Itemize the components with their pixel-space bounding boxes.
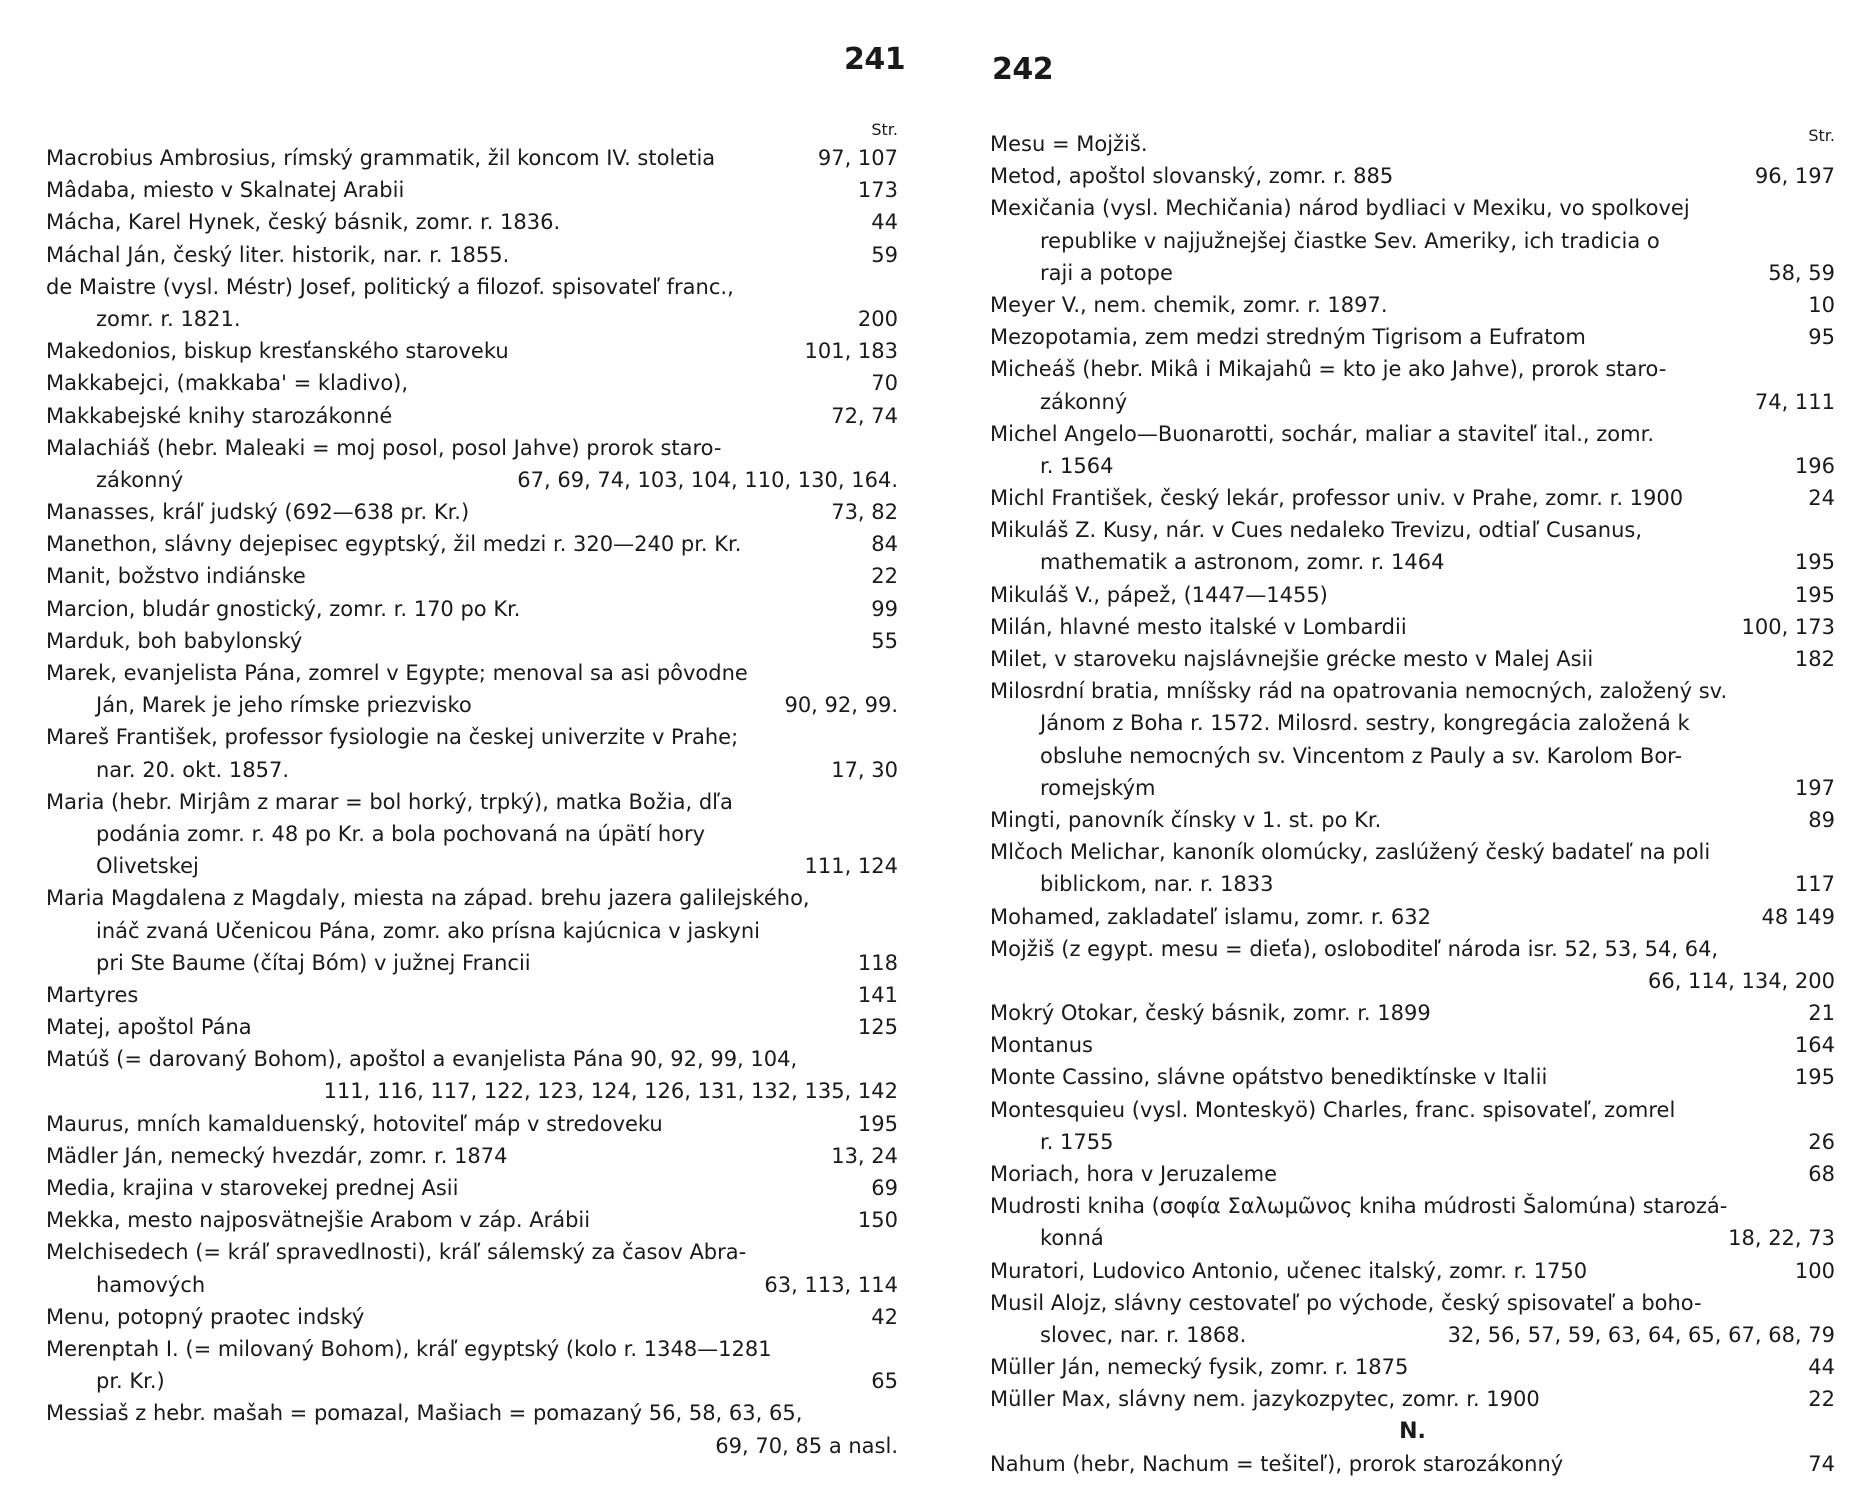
index-entry	[990, 901, 1835, 933]
entry-text: Messiaš z hebr. mašah = pomazal, Mašiach = pomazaný 56, 58, 63, 65,	[46, 1401, 803, 1426]
entry-text: Mâdaba, miesto v Skalnatej Arabii	[46, 178, 405, 203]
entry-text: konná	[1040, 1226, 1104, 1251]
entry-continuation-line	[990, 450, 1835, 482]
index-entry	[46, 560, 898, 592]
index-entry	[46, 1397, 898, 1461]
index-entry	[990, 160, 1835, 192]
entry-headword-line	[990, 643, 1835, 675]
index-entry	[990, 1061, 1835, 1093]
entry-text: Marduk, boh babylonský	[46, 628, 303, 653]
index-entry	[990, 997, 1835, 1029]
index-entry	[46, 593, 898, 625]
entry-headword-line	[990, 1158, 1835, 1190]
entry-text: pr. Kr.)	[96, 1369, 165, 1394]
entry-headword-line	[990, 1448, 1835, 1480]
index-entry	[46, 335, 898, 367]
entry-page-refs: 74, 111	[1754, 389, 1835, 414]
index-entry	[46, 1108, 898, 1140]
entry-continuation-line	[990, 1319, 1835, 1351]
entry-text: nar. 20. okt. 1857.	[96, 757, 290, 782]
index-entry	[46, 496, 898, 528]
entry-page-refs: 72, 74	[831, 403, 898, 428]
section-letter: N.	[1399, 1418, 1426, 1444]
entry-text: podánia zomr. r. 48 po Kr. a bola pochovaná na úpätí hory	[96, 821, 706, 846]
index-entry	[990, 1190, 1835, 1254]
index-entry	[990, 128, 1835, 160]
entry-headword-line	[990, 901, 1835, 933]
entry-text: Michl František, český lekár, professor univ. v Prahe, zomr. r. 1900	[990, 486, 1684, 511]
entry-text: Martyres	[46, 982, 139, 1007]
index-entry	[46, 1301, 898, 1333]
entry-page-refs: 58, 59	[1768, 260, 1835, 285]
entry-headword-line	[46, 979, 898, 1011]
index-entry	[46, 142, 898, 174]
entry-page-refs: 24	[1808, 486, 1835, 511]
entry-page-refs: 69	[871, 1176, 898, 1200]
entry-text: Matej, apoštol Pána	[46, 1015, 252, 1040]
entry-headword-line	[990, 1094, 1835, 1126]
entry-headword-line	[46, 1333, 898, 1365]
page-number: 242	[992, 52, 1054, 87]
entry-text: Montanus	[990, 1033, 1093, 1058]
entry-text: obsluhe nemocných sv. Vincentom z Pauly a sv. Karolom Bor-	[1040, 743, 1683, 768]
entry-text: Malachiáš (hebr. Maleaki = moj posol, posol Jahve) prorok staro-	[46, 435, 722, 460]
entry-headword-line	[46, 271, 898, 303]
index-entry	[46, 979, 898, 1011]
entry-headword-line	[990, 482, 1835, 514]
entry-headword-line	[990, 611, 1835, 643]
index-entry	[990, 482, 1835, 514]
entry-page-refs: 97, 107	[817, 146, 898, 170]
index-entry	[46, 1172, 898, 1204]
entry-headword-line	[46, 1140, 898, 1172]
entry-page-refs: 141	[857, 982, 898, 1007]
entry-page-refs: 59	[871, 242, 898, 267]
entry-headword-line	[990, 514, 1835, 546]
entry-page-refs: 18, 22, 73	[1728, 1226, 1835, 1251]
entry-page-refs: 13, 24	[831, 1143, 898, 1168]
entry-text: Mekka, mesto najposvätnejšie Arabom v záp. Arábii	[46, 1208, 591, 1233]
entry-page-refs: 95	[1808, 325, 1835, 350]
index-entry	[990, 418, 1835, 482]
right-page	[990, 0, 1835, 1500]
entry-page-refs: 111, 124	[804, 854, 898, 879]
index-entry	[990, 289, 1835, 321]
entry-page-refs: 65	[871, 1369, 898, 1394]
entry-continuation-line	[990, 225, 1835, 257]
index-entry	[990, 1029, 1835, 1061]
entry-headword-line	[46, 1204, 898, 1236]
entry-headword-line	[46, 1236, 898, 1268]
entry-page-refs: 173	[857, 178, 898, 203]
entry-headword-line	[990, 418, 1835, 450]
entry-text: Montesquieu (vysl. Monteskyö) Charles, franc. spisovateľ, zomrel	[990, 1097, 1676, 1122]
entry-text: Máchal Ján, český liter. historik, nar. r. 1855.	[46, 242, 510, 267]
entry-page-refs: 125	[857, 1015, 898, 1040]
entry-text: Makkabejské knihy starozákonné	[46, 403, 393, 428]
entry-text: Mädler Ján, nemecký hvezdár, zomr. r. 1874	[46, 1143, 508, 1168]
index-entry	[990, 643, 1835, 675]
entry-continuation-line	[990, 546, 1835, 578]
entry-continuation-line	[46, 303, 898, 335]
entry-headword-line	[990, 804, 1835, 836]
entry-page-refs: 84	[871, 532, 898, 557]
entry-page-refs: 164	[1794, 1033, 1835, 1058]
index-entry	[990, 675, 1835, 804]
entry-text: Mezopotamia, zem medzi stredným Tigrisom a Eufratom	[990, 325, 1586, 350]
entry-page-refs: 17, 30	[831, 757, 898, 782]
entry-headword-line	[46, 1301, 898, 1333]
entry-text: Milet, v staroveku najslávnejšie grécke mesto v Malej Asii	[990, 647, 1594, 671]
entry-headword-line	[990, 1351, 1835, 1383]
index-entry	[990, 1255, 1835, 1287]
entry-text: Metod, apoštol slovanský, zomr. r. 885	[990, 164, 1394, 189]
entry-text: zákonný	[1040, 389, 1128, 414]
entry-headword-line	[990, 192, 1835, 224]
entry-headword-line	[990, 289, 1835, 321]
entry-headword-line	[46, 625, 898, 657]
entry-text: Mikuláš Z. Kusy, nár. v Cues nedaleko Trevizu, odtiaľ Cusanus,	[990, 518, 1643, 543]
entry-continuation-line	[990, 1222, 1835, 1254]
entry-page-refs: 32, 56, 57, 59, 63, 64, 65, 67, 68, 79	[1447, 1322, 1835, 1347]
index-entry	[990, 353, 1835, 417]
index-entry	[990, 1448, 1835, 1480]
entry-text: Ján, Marek je jeho rímske priezvisko	[96, 693, 472, 718]
entry-text: Media, krajina v starovekej prednej Asii	[46, 1176, 459, 1200]
entry-text: ináč zvaná Učenicou Pána, zomr. ako prísna kajúcnica v jaskyni	[96, 918, 760, 943]
entry-text: Merenptah I. (= milovaný Bohom), kráľ egyptský (kolo r. 1348—1281	[46, 1336, 772, 1361]
entry-headword-line	[46, 400, 898, 432]
entry-text: Jánom z Boha r. 1572. Milosrd. sestry, kongregácia založená k	[1040, 711, 1690, 736]
entry-page-refs: 63, 113, 114	[764, 1272, 898, 1297]
entry-text: Mokrý Otokar, český básnik, zomr. r. 1899	[990, 1001, 1431, 1026]
entry-headword-line	[46, 593, 898, 625]
index-entry	[46, 1011, 898, 1043]
entry-continuation-line	[990, 386, 1835, 418]
entry-page-refs: 150	[857, 1208, 898, 1233]
index-entry	[46, 239, 898, 271]
entry-page-refs: 21	[1808, 1001, 1835, 1026]
index-entry	[990, 1383, 1835, 1415]
entry-headword-line	[990, 1383, 1835, 1415]
index-entry	[990, 321, 1835, 353]
entry-text: Mácha, Karel Hynek, český básnik, zomr. r. 1836.	[46, 210, 561, 235]
entry-text: r. 1564	[1040, 453, 1114, 478]
index-entry	[46, 625, 898, 657]
entry-headword-line	[990, 321, 1835, 353]
entry-headword-line	[990, 675, 1835, 707]
index-entry	[990, 836, 1835, 900]
entry-headword-line	[46, 1172, 898, 1204]
entry-text: Micheáš (hebr. Mikâ i Mikajahû = kto je ako Jahve), prorok staro-	[990, 357, 1667, 382]
entry-page-refs: 99	[871, 596, 898, 621]
entry-continuation-line	[46, 689, 898, 721]
entry-text: Monte Cassino, slávne opátstvo benediktínske v Italii	[990, 1065, 1548, 1090]
entry-text: r. 1755	[1040, 1129, 1114, 1154]
entry-text: Marcion, bludár gnostický, zomr. r. 170 po Kr.	[46, 596, 521, 621]
pages-column-header: Str.	[871, 120, 898, 139]
entry-text: Müller Ján, nemecký fysik, zomr. r. 1875	[990, 1355, 1409, 1380]
entry-text: Melchisedech (= kráľ spravedlnosti), kráľ sálemský za časov Abra-	[46, 1240, 747, 1265]
entry-page-refs: 69, 70, 85 a nasl.	[715, 1433, 898, 1458]
entry-text: zákonný	[96, 467, 184, 492]
entry-page-refs: 111, 116, 117, 122, 123, 124, 126, 131, 132, 135, 142	[323, 1079, 898, 1104]
entry-page-refs: 195	[1794, 550, 1835, 575]
index-entry	[46, 786, 898, 883]
entry-continuation-line	[46, 850, 898, 882]
entry-headword-line	[46, 1043, 898, 1075]
entry-text: Makedonios, biskup kresťanského staroveku	[46, 339, 509, 364]
entry-page-refs: 67, 69, 74, 103, 104, 110, 130, 164.	[517, 467, 898, 492]
entry-headword-line	[46, 528, 898, 560]
entry-text: Mikuláš V., pápež, (1447—1455)	[990, 582, 1328, 607]
entry-text: Mohamed, zakladateľ islamu, zomr. r. 632	[990, 904, 1431, 929]
index-entry	[46, 271, 898, 335]
entry-headword-line	[990, 836, 1835, 868]
entry-page-refs: 48 149	[1761, 904, 1835, 929]
entry-page-refs: 195	[1794, 582, 1835, 607]
entry-page-refs: 44	[871, 210, 898, 235]
entry-page-refs: 89	[1808, 807, 1835, 832]
entry-text: hamových	[96, 1272, 206, 1297]
entry-headword-line	[990, 1061, 1835, 1093]
entry-page-refs: 196	[1794, 453, 1835, 478]
entry-headword-line	[46, 432, 898, 464]
entry-page-refs: 195	[1794, 1065, 1835, 1090]
entry-text: republike v najjužnejšej čiastke Sev. Ameriky, ich tradicia o	[1040, 228, 1660, 253]
entry-headword-line	[46, 239, 898, 271]
entry-headword-line	[46, 657, 898, 689]
entry-text: Milosrdní bratia, mníšsky rád na opatrovania nemocných, založený sv.	[990, 679, 1728, 704]
entry-text: romejským	[1040, 775, 1156, 800]
entry-text: pri Ste Baume (čítaj Bóm) v južnej Francii	[96, 950, 531, 975]
entry-continuation-line	[990, 707, 1835, 739]
entry-page-refs: 100	[1794, 1258, 1835, 1283]
entry-page-refs: 66, 114, 134, 200	[1647, 968, 1835, 993]
entry-text: Maria Magdalena z Magdaly, miesta na západ. brehu jazera galilejského,	[46, 886, 810, 911]
entry-headword-line	[46, 786, 898, 818]
index-entry	[46, 1333, 898, 1397]
entry-text: Mareš František, professor fysiologie na českej univerzite v Prahe;	[46, 725, 739, 750]
entry-text: Musil Alojz, slávny cestovateľ po východe, český spisovateľ a boho-	[990, 1290, 1702, 1315]
index-entry	[990, 192, 1835, 289]
entry-continuation-line	[990, 740, 1835, 772]
index-entry	[46, 206, 898, 238]
entry-page-refs: 118	[857, 950, 898, 975]
entry-headword-line	[990, 579, 1835, 611]
entry-headword-line	[46, 1108, 898, 1140]
entry-page-refs: 101, 183	[804, 339, 898, 364]
entry-continuation-line	[46, 1269, 898, 1301]
index-entry	[990, 1351, 1835, 1383]
entry-text: Moriach, hora v Jeruzaleme	[990, 1162, 1278, 1186]
index-entry	[990, 579, 1835, 611]
entry-continuation-line	[990, 772, 1835, 804]
entry-continuation-line	[46, 915, 898, 947]
index-entry	[46, 882, 898, 979]
entry-continuation-line	[46, 754, 898, 786]
entry-headword-line	[990, 1287, 1835, 1319]
entry-page-refs: 26	[1808, 1129, 1835, 1154]
index-entry	[46, 174, 898, 206]
entry-continuation-line	[46, 1430, 898, 1462]
entry-text: Mudrosti kniha (σοφία Σαλωμῶνος kniha múdrosti Šalomúna) starozá-	[990, 1194, 1728, 1219]
entry-page-refs: 200	[857, 306, 898, 331]
entry-text: Michel Angelo—Buonarotti, sochár, maliar a staviteľ ital., zomr.	[990, 421, 1654, 446]
entry-headword-line	[46, 882, 898, 914]
entry-text: biblickom, nar. r. 1833	[1040, 872, 1274, 897]
entry-text: mathematik a astronom, zomr. r. 1464	[1040, 550, 1445, 575]
entry-page-refs: 55	[871, 628, 898, 653]
entry-page-refs: 90, 92, 99.	[784, 693, 898, 718]
index-entry	[990, 514, 1835, 578]
entry-headword-line	[990, 160, 1835, 192]
entry-continuation-line	[990, 257, 1835, 289]
entry-text: Manasses, kráľ judský (692—638 pr. Kr.)	[46, 500, 470, 525]
index-entry	[46, 1204, 898, 1236]
entry-text: Manethon, slávny dejepisec egyptský, žil medzi r. 320—240 pr. Kr.	[46, 532, 742, 557]
entry-headword-line	[46, 721, 898, 753]
entry-continuation-line	[46, 464, 898, 496]
entry-text: Meyer V., nem. chemik, zomr. r. 1897.	[990, 292, 1388, 317]
index-entry	[46, 400, 898, 432]
entry-text: Manit, božstvo indiánske	[46, 564, 306, 589]
entry-text: slovec, nar. r. 1868.	[1040, 1322, 1247, 1347]
entry-page-refs: 42	[871, 1304, 898, 1329]
entry-text: zomr. r. 1821.	[96, 306, 241, 331]
entry-headword-line	[46, 1397, 898, 1429]
page-number: 241	[844, 42, 906, 77]
index-entries	[46, 142, 898, 1462]
entry-headword-line	[46, 1011, 898, 1043]
entry-headword-line	[46, 206, 898, 238]
entry-headword-line	[46, 335, 898, 367]
entry-text: Mojžiš (z egypt. mesu = dieťa), osloboditeľ národa isr. 52, 53, 54, 64,	[990, 936, 1719, 961]
entry-text: Marek, evanjelista Pána, zomrel v Egypte; menoval sa asi pôvodne	[46, 661, 748, 685]
index-entry	[46, 1140, 898, 1172]
index-entry	[46, 721, 898, 785]
index-entry	[46, 367, 898, 399]
entry-headword-line	[46, 560, 898, 592]
entry-continuation-line	[990, 868, 1835, 900]
entry-text: Mesu = Mojžiš.	[990, 132, 1148, 156]
entry-page-refs: 195	[857, 1111, 898, 1136]
entry-headword-line	[46, 142, 898, 174]
entry-page-refs: 117	[1794, 872, 1835, 897]
index-entry	[990, 804, 1835, 836]
entry-headword-line	[990, 353, 1835, 385]
index-entry	[990, 1158, 1835, 1190]
entry-text: Menu, potopný praotec indský	[46, 1304, 365, 1329]
entry-text: Makkabejci, (makkaba' = kladivo),	[46, 371, 409, 396]
entry-headword-line	[990, 933, 1835, 965]
entry-headword-line	[46, 496, 898, 528]
entry-headword-line	[990, 1190, 1835, 1222]
entry-continuation-line	[46, 818, 898, 850]
entry-text: Maria (hebr. Mirjâm z marar = bol horký, trpký), matka Božia, dľa	[46, 789, 733, 814]
entry-page-refs: 44	[1808, 1355, 1835, 1380]
entry-headword-line	[990, 1029, 1835, 1061]
entry-continuation-line	[46, 1365, 898, 1397]
entry-headword-line	[990, 1255, 1835, 1287]
entry-text: Olivetskej	[96, 854, 199, 879]
entry-page-refs: 70	[871, 371, 898, 396]
index-entry	[990, 933, 1835, 997]
index-entry	[990, 1287, 1835, 1351]
entry-headword-line	[46, 367, 898, 399]
entry-text: Muratori, Ludovico Antonio, učenec italský, zomr. r. 1750	[990, 1258, 1588, 1283]
entry-text: Matúš (= darovaný Bohom), apoštol a evanjelista Pána 90, 92, 99, 104,	[46, 1047, 798, 1072]
entry-text: Müller Max, slávny nem. jazykozpytec, zomr. r. 1900	[990, 1387, 1540, 1412]
index-entry	[46, 1236, 898, 1300]
entry-text: Maurus, mních kamalduenský, hotoviteľ máp v stredoveku	[46, 1111, 663, 1136]
entry-page-refs: 73, 82	[831, 500, 898, 525]
entry-headword-line	[990, 128, 1835, 160]
entry-page-refs: 182	[1794, 647, 1835, 671]
entry-page-refs: 10	[1808, 292, 1835, 317]
entry-page-refs: 197	[1794, 775, 1835, 800]
index-entry	[46, 657, 898, 721]
entry-page-refs: 22	[1808, 1387, 1835, 1412]
index-entries	[990, 128, 1835, 1480]
pages-column-header: Str.	[1808, 126, 1835, 145]
entry-continuation-line	[46, 947, 898, 979]
index-entry	[46, 1043, 898, 1107]
entry-text: Mexičania (vysl. Mechičania) národ bydliaci v Mexiku, vo spolkovej	[990, 196, 1690, 221]
index-entry	[46, 432, 898, 496]
entry-continuation-line	[990, 965, 1835, 997]
entry-page-refs: 68	[1808, 1162, 1835, 1186]
entry-text: de Maistre (vysl. Méstr) Josef, politický a filozof. spisovateľ franc.,	[46, 274, 734, 299]
entry-headword-line	[990, 997, 1835, 1029]
index-entry	[990, 1094, 1835, 1158]
index-entry	[990, 611, 1835, 643]
entry-text: Mingti, panovník čínsky v 1. st. po Kr.	[990, 807, 1382, 832]
entry-text: Macrobius Ambrosius, rímský grammatik, žil koncom IV. stoletia	[46, 146, 716, 170]
entry-text: Mlčoch Melichar, kanoník olomúcky, zaslúžený český badateľ na poli	[990, 840, 1711, 865]
entry-text: Nahum (hebr, Nachum = tešiteľ), prorok starozákonný	[990, 1451, 1564, 1476]
entry-page-refs: 22	[871, 564, 898, 589]
entry-text: raji a potope	[1040, 260, 1173, 285]
left-page	[46, 0, 906, 1500]
index-entry	[46, 528, 898, 560]
entry-continuation-line	[990, 1126, 1835, 1158]
entry-headword-line	[46, 174, 898, 206]
entry-page-refs: 100, 173	[1741, 614, 1835, 639]
entry-continuation-line	[46, 1075, 898, 1107]
entry-text: Milán, hlavné mesto italské v Lombardii	[990, 614, 1407, 639]
entry-page-refs: 96, 197	[1754, 164, 1835, 189]
entry-page-refs: 74	[1808, 1451, 1835, 1476]
